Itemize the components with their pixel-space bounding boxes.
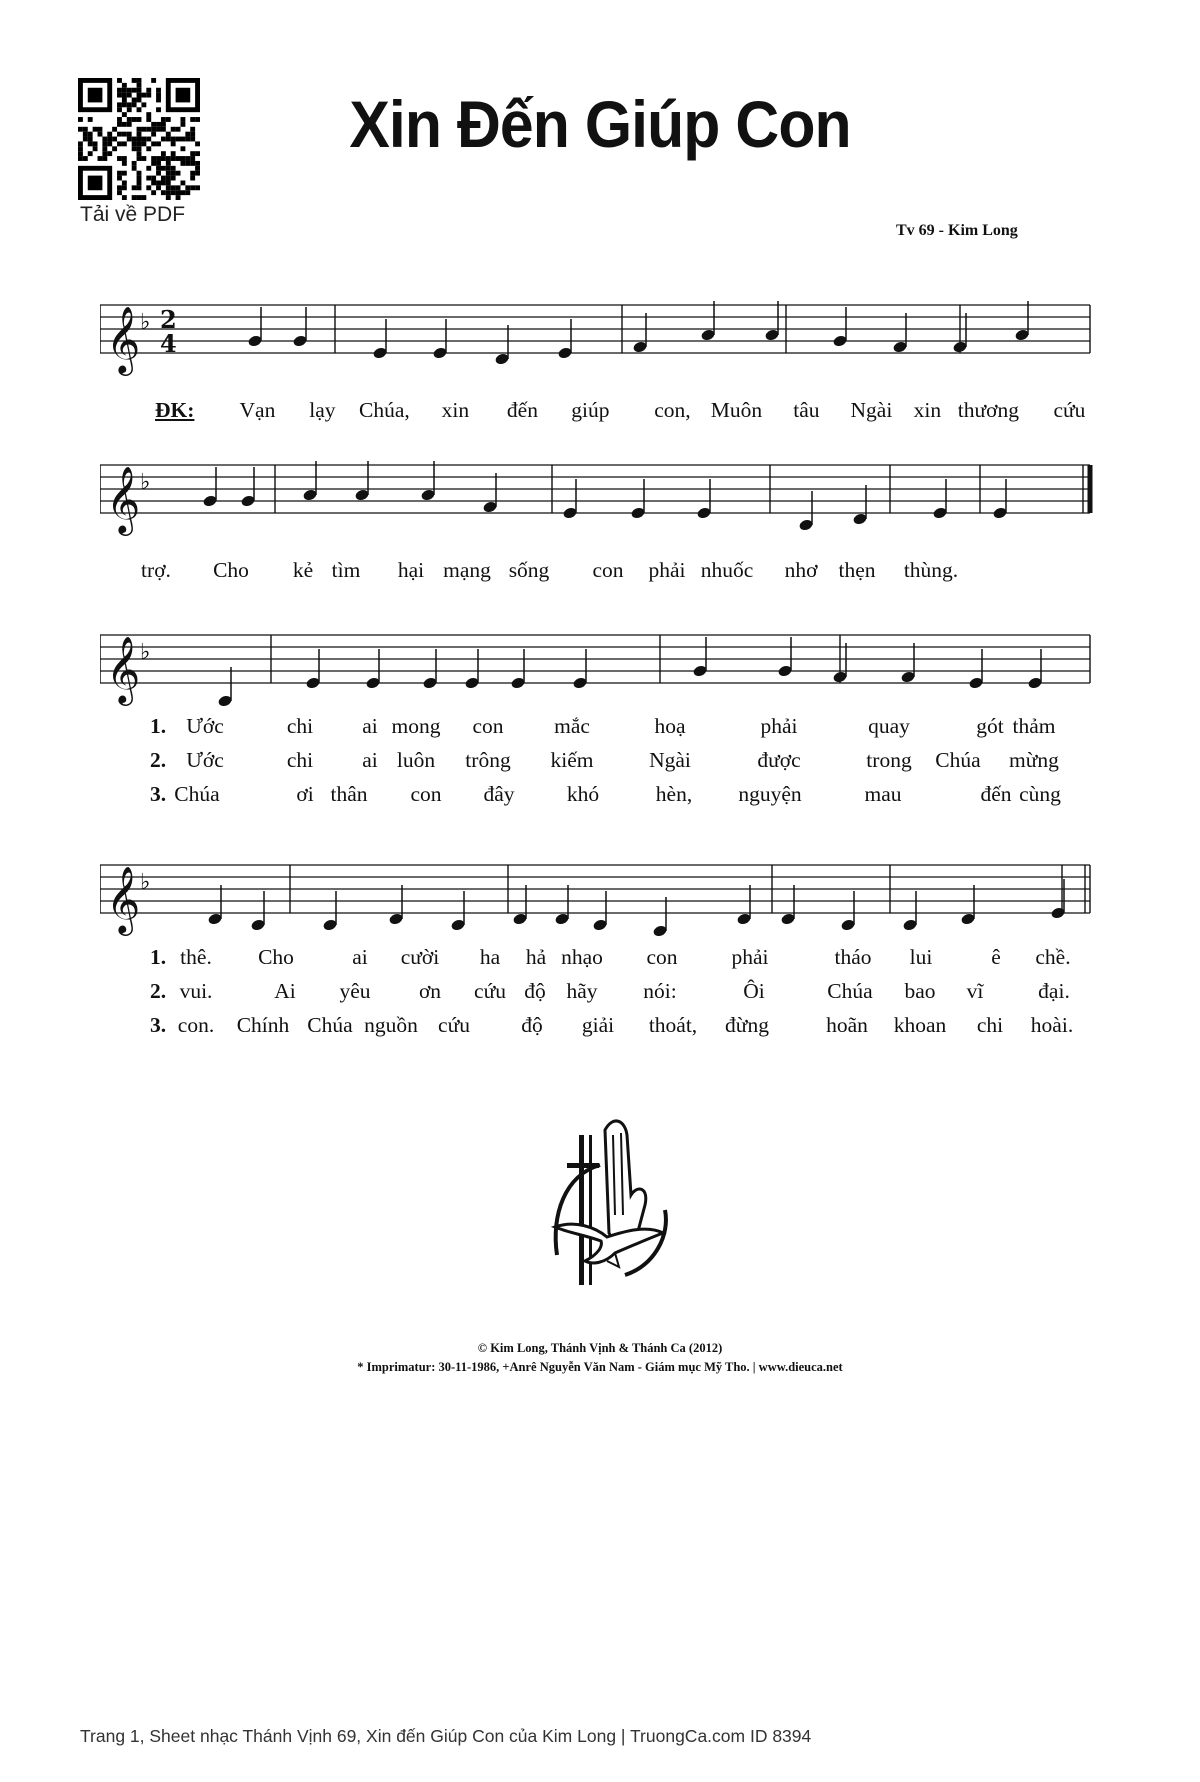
lyric-word: con (646, 945, 678, 969)
lyric-word: kẻ (292, 558, 314, 582)
lyric-word: ai (362, 748, 378, 772)
verse-number: 2. (150, 748, 167, 772)
lyric-word: hãy (566, 979, 598, 1003)
lyric-word: đại. (1038, 979, 1070, 1003)
lyric-word: tháo (834, 945, 872, 969)
verse-number: 3. (150, 1013, 167, 1037)
lyric-word: con (472, 714, 504, 738)
lyric-word: sống (508, 558, 550, 582)
lyric-word: thẹn (838, 558, 876, 582)
lyric-word: chi (976, 1013, 1004, 1037)
lyric-word: Ước (186, 714, 224, 738)
lyric-word: Vạn (239, 398, 276, 422)
lyric-word: giúp (571, 398, 610, 422)
lyric-word: gót (976, 714, 1004, 738)
lyric-word: Cho (258, 945, 294, 969)
lyric-word: đây (483, 782, 515, 806)
lyric-word: Chính (236, 1013, 290, 1037)
lyric-word: Chúa (307, 1013, 353, 1037)
flat-key-signature: ♭ (140, 640, 151, 665)
lyric-word: cứu (474, 979, 506, 1003)
lyric-word: xin (441, 398, 470, 422)
lyric-word: thê. (180, 945, 212, 969)
lyric-word: hại (397, 558, 425, 582)
lyric-word: Ước (186, 748, 224, 772)
lyric-word: bao (904, 979, 936, 1003)
staff-system-4 (100, 845, 1110, 955)
copyright-notice: © Kim Long, Thánh Vịnh & Thánh Ca (2012) (477, 1341, 723, 1355)
lyric-word: trợ. (141, 558, 171, 582)
time-signature-bottom: 4 (160, 329, 177, 358)
lyric-word: cứu (1053, 398, 1086, 422)
flat-key-signature: ♭ (140, 310, 151, 335)
lyric-word: Ngài (649, 748, 691, 772)
verse-number: 2. (150, 979, 167, 1003)
page-footer: Trang 1, Sheet nhạc Thánh Vịnh 69, Xin đến Giúp Con của Kim Long | TruongCa.com ID 8394 (80, 1726, 812, 1746)
lyric-word: ơi (296, 782, 314, 806)
lyric-word: thân (330, 782, 368, 806)
lyric-word: luôn (396, 748, 436, 772)
lyric-word: mạng (443, 558, 491, 582)
flat-key-signature: ♭ (140, 470, 151, 495)
lyric-word: nguyện (738, 782, 802, 806)
lyric-word: lạy (309, 398, 336, 422)
download-pdf-link[interactable]: Tải về PDF (80, 203, 186, 226)
lyric-word: Ôi (743, 979, 765, 1003)
lyric-word: xin (913, 398, 942, 422)
lyric-word: ơn (418, 979, 442, 1003)
lyric-word: nhuốc (700, 558, 754, 582)
lyric-word: khoan (893, 1013, 947, 1037)
lyric-word: ai (352, 945, 368, 969)
song-credit: Tv 69 - Kim Long (896, 222, 1018, 239)
lyric-word: mau (864, 782, 902, 806)
lyric-word: con (592, 558, 624, 582)
lyric-word: Ngài (850, 398, 893, 422)
lyric-word: mừng (1009, 748, 1059, 772)
lyric-word: nói: (643, 979, 677, 1003)
lyric-word: Chúa (935, 748, 981, 772)
lyric-word: Ai (274, 979, 296, 1003)
lyric-word: cười (400, 945, 440, 969)
imprimatur-notice: * Imprimatur: 30-11-1986, +Anrê Nguyễn Văn Nam - Giám mục Mỹ Tho. | www.dieuca.net (357, 1360, 843, 1374)
lyric-word: độ (524, 979, 546, 1003)
lyric-word: chi (286, 748, 314, 772)
lyric-word: phải (760, 714, 798, 738)
treble-clef-icon: 𝄞 (106, 465, 141, 533)
lyric-word: vui. (179, 979, 213, 1003)
lyric-word: khó (566, 782, 600, 806)
lyric-word: hoài. (1030, 1013, 1074, 1037)
treble-clef-icon: 𝄞 (106, 865, 141, 933)
lyric-word: thùng. (903, 558, 959, 582)
lyric-word: hèn, (655, 782, 693, 806)
staff-system-1 (100, 285, 1110, 395)
lyric-word: mắc (554, 714, 590, 738)
lyric-word: thoát, (648, 1013, 698, 1037)
lyric-word: nhạo (561, 945, 603, 969)
praying-hands-dove-cross-logo (545, 1115, 677, 1295)
refrain-lyrics-line-1 (155, 398, 1100, 423)
lyric-word: cứu (438, 1013, 470, 1037)
lyric-word: chề. (1035, 945, 1071, 969)
treble-clef-icon: 𝄞 (106, 635, 141, 703)
lyric-word: Cho (213, 558, 249, 582)
lyric-word: giải (581, 1013, 615, 1037)
lyric-word: đừng (725, 1013, 769, 1037)
lyric-word: tìm (331, 558, 361, 582)
lyric-word: nhơ (784, 558, 818, 582)
lyric-word: hoạ (654, 714, 686, 738)
lyric-word: trông (465, 748, 511, 772)
lyric-word: mong (391, 714, 441, 738)
lyric-word: quay (868, 714, 910, 738)
lyric-word: tâu (793, 398, 820, 422)
lyric-word: phải (648, 558, 686, 582)
staff-system-3 (100, 615, 1110, 725)
lyric-word: được (757, 748, 801, 772)
lyric-word: con, (654, 398, 691, 422)
lyric-word: Muôn (710, 398, 763, 422)
lyric-word: ai (362, 714, 378, 738)
lyric-word: thảm (1012, 714, 1056, 738)
lyric-word: chi (286, 714, 314, 738)
lyric-word: kiếm (550, 748, 594, 772)
treble-clef-icon: 𝄞 (106, 305, 141, 373)
verse-number: 1. (150, 945, 167, 969)
lyric-word: vĩ (966, 979, 984, 1003)
lyric-word: yêu (339, 979, 371, 1003)
lyric-word: ê (991, 945, 1001, 969)
lyric-word: nguồn (364, 1013, 418, 1037)
verse-number: 3. (150, 782, 167, 806)
lyric-word: đến (506, 398, 538, 422)
refrain-marker: ĐK: (155, 398, 195, 422)
lyric-word: con. (177, 1013, 215, 1037)
lyric-word: Chúa (827, 979, 873, 1003)
lyric-word: độ (521, 1013, 543, 1037)
staff-system-2 (100, 445, 1110, 555)
lyric-word: thương (957, 398, 1020, 422)
lyric-word: đến (980, 782, 1012, 806)
flat-key-signature: ♭ (140, 870, 151, 895)
lyric-word: ha (479, 945, 501, 969)
lyric-word: cùng (1019, 782, 1061, 806)
time-signature-top: 2 (160, 305, 177, 334)
song-title: Xin Đến Giúp Con (349, 87, 851, 161)
lyric-word: trong (866, 748, 912, 772)
lyric-word: Chúa (174, 782, 220, 806)
lyric-word: con (410, 782, 442, 806)
lyric-word: Chúa, (359, 398, 410, 422)
lyric-word: hoãn (826, 1013, 868, 1037)
lyric-word: phải (731, 945, 769, 969)
verse-number: 1. (150, 714, 167, 738)
lyric-word: lui (909, 945, 933, 969)
lyric-word: hả (525, 945, 547, 969)
